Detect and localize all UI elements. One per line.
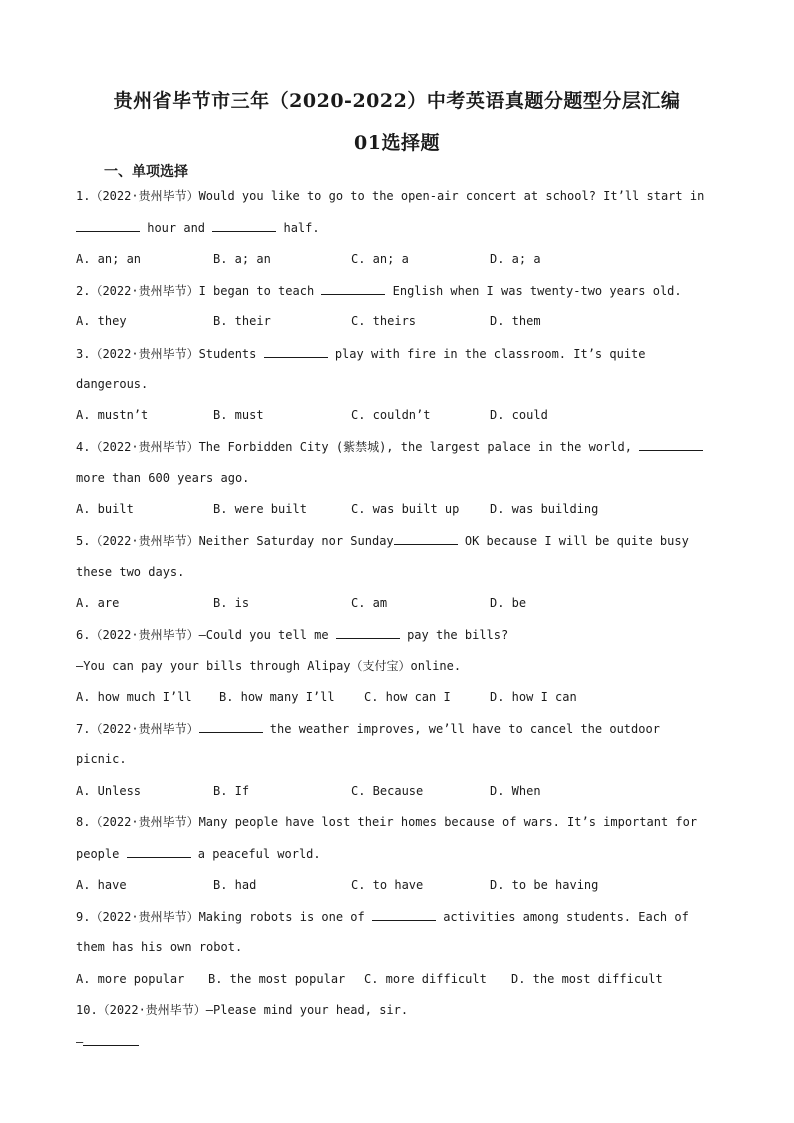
answer-blank[interactable] xyxy=(127,845,191,858)
question-text: the weather improves, we’ll have to cancel the outdoor xyxy=(262,722,660,737)
question-text: activities among students. Each of xyxy=(435,909,689,924)
question-4-option-d[interactable]: D. was building xyxy=(490,502,599,516)
question-5-option-c[interactable]: C. am xyxy=(351,595,388,610)
answer-blank[interactable] xyxy=(639,438,703,451)
answer-blank[interactable] xyxy=(321,282,385,295)
question-1-option-c[interactable]: C. an; a xyxy=(351,251,409,266)
question-5-option-b[interactable]: B. is xyxy=(213,595,250,610)
question-8-option-d[interactable]: D. to be having xyxy=(490,877,599,892)
question-4-line-1 xyxy=(76,438,703,455)
question-4-option-c[interactable]: C. was built up xyxy=(351,502,460,516)
question-3-option-d[interactable]: D. could xyxy=(490,408,548,423)
question-10-line-1 xyxy=(76,1002,408,1018)
question-text: these two days. xyxy=(76,564,185,579)
question-text: 8.（2022·贵州毕节）Many people have lost their homes because of wars. It’s important for xyxy=(76,815,698,829)
answer-blank[interactable] xyxy=(372,908,436,921)
question-6-option-b[interactable]: B. how many I’ll xyxy=(219,689,335,704)
question-5-option-a[interactable]: A. are xyxy=(76,595,120,610)
question-8-option-a[interactable]: A. have xyxy=(76,877,127,892)
answer-blank[interactable] xyxy=(83,1033,139,1046)
question-8-line-1 xyxy=(76,814,697,830)
question-text: 2.（2022·贵州毕节）I began to teach xyxy=(76,283,322,298)
question-9-option-a[interactable]: A. more popular xyxy=(76,971,185,986)
answer-blank[interactable] xyxy=(264,345,328,358)
question-6-option-d[interactable]: D. how I can xyxy=(490,689,577,704)
question-text: English when I was twenty-two years old. xyxy=(385,283,682,298)
question-2-option-b[interactable]: B. their xyxy=(213,314,271,329)
document-title: 贵州省毕节市三年（2020-2022）中考英语真题分题型分层汇编 xyxy=(113,90,681,112)
document-subtitle: 01选择题 xyxy=(354,132,440,154)
question-text: 10.（2022·贵州毕节）—Please mind your head, sir. xyxy=(76,1002,409,1017)
question-8-option-b[interactable]: B. had xyxy=(213,877,257,892)
question-text: 4.（2022·贵州毕节）The Forbidden City (紫禁城), the largest palace in the world, xyxy=(76,440,640,455)
question-text: 9.（2022·贵州毕节）Making robots is one of xyxy=(76,909,372,924)
question-6-line-2 xyxy=(76,658,461,674)
question-7-line-1 xyxy=(76,720,660,737)
question-2-option-d[interactable]: D. them xyxy=(490,314,541,329)
question-6-option-a[interactable]: A. how much I’ll xyxy=(76,689,192,704)
answer-blank[interactable] xyxy=(336,626,400,639)
question-3-option-a[interactable]: A. mustn’t xyxy=(76,408,149,423)
question-9-option-c[interactable]: C. more difficult xyxy=(364,971,487,986)
question-7-option-a[interactable]: A. Unless xyxy=(76,783,142,798)
question-text: pay the bills? xyxy=(399,628,509,643)
question-5-line-1 xyxy=(76,532,689,549)
question-text: — xyxy=(76,1035,84,1050)
question-3-line-1 xyxy=(76,345,646,362)
question-9-option-b[interactable]: B. the most popular xyxy=(208,971,346,986)
question-text: half. xyxy=(276,221,320,236)
section-heading: 一、单项选择 xyxy=(104,164,188,180)
question-text: 1.（2022·贵州毕节）Would you like to go to the open-air concert at school? It’ll start in xyxy=(76,189,705,203)
question-7-line-2 xyxy=(76,751,127,767)
question-text: a peaceful world. xyxy=(190,847,321,862)
question-1-line-1 xyxy=(76,188,704,204)
question-1-line-2 xyxy=(76,219,320,236)
question-9-line-2 xyxy=(76,939,242,955)
answer-blank[interactable] xyxy=(212,219,276,232)
question-2-line-1 xyxy=(76,282,682,299)
answer-blank[interactable] xyxy=(199,720,263,733)
question-2-option-a[interactable]: A. they xyxy=(76,314,127,329)
question-8-line-2 xyxy=(76,845,321,862)
question-text: 6.（2022·贵州毕节）—Could you tell me xyxy=(76,628,336,643)
question-text: —You can pay your bills through Alipay（支付宝）online. xyxy=(76,658,462,673)
question-7-option-b[interactable]: B. If xyxy=(213,783,250,798)
answer-blank[interactable] xyxy=(394,532,458,545)
question-3-option-b[interactable]: B. must xyxy=(213,408,264,423)
question-4-option-b[interactable]: B. were built xyxy=(213,502,307,516)
question-6-option-c[interactable]: C. how can I xyxy=(364,689,451,704)
question-9-line-1 xyxy=(76,908,689,925)
question-7-option-c[interactable]: C. Because xyxy=(351,783,424,798)
question-text: hour and xyxy=(140,221,213,236)
question-7-option-d[interactable]: D. When xyxy=(490,783,541,798)
question-3-option-c[interactable]: C. couldn’t xyxy=(351,408,431,423)
question-text: 5.（2022·贵州毕节）Neither Saturday nor Sunday xyxy=(76,534,394,549)
question-text: 7.（2022·贵州毕节） xyxy=(76,722,199,737)
question-3-line-2 xyxy=(76,376,148,392)
question-text: OK because I will be quite busy xyxy=(457,534,689,549)
question-8-option-c[interactable]: C. to have xyxy=(351,877,424,892)
question-1-option-b[interactable]: B. a; an xyxy=(213,251,271,266)
question-5-line-2 xyxy=(76,564,184,580)
question-text: dangerous. xyxy=(76,376,149,391)
question-4-option-a[interactable]: A. built xyxy=(76,502,134,516)
answer-blank[interactable] xyxy=(76,219,140,232)
question-text: picnic. xyxy=(76,752,127,767)
question-5-option-d[interactable]: D. be xyxy=(490,595,527,610)
question-text: more than 600 years ago. xyxy=(76,470,250,485)
question-text: play with fire in the classroom. It’s quite xyxy=(327,346,646,361)
question-text: them has his own robot. xyxy=(76,940,243,955)
question-1-option-a[interactable]: A. an; an xyxy=(76,251,142,266)
question-2-option-c[interactable]: C. theirs xyxy=(351,314,417,329)
question-1-option-d[interactable]: D. a; a xyxy=(490,251,541,266)
question-10-line-2 xyxy=(76,1033,139,1050)
question-text: 3.（2022·贵州毕节）Students xyxy=(76,346,264,361)
question-9-option-d[interactable]: D. the most difficult xyxy=(511,971,663,986)
question-text: people xyxy=(76,847,127,862)
question-4-line-2 xyxy=(76,470,249,486)
question-6-line-1 xyxy=(76,626,508,643)
